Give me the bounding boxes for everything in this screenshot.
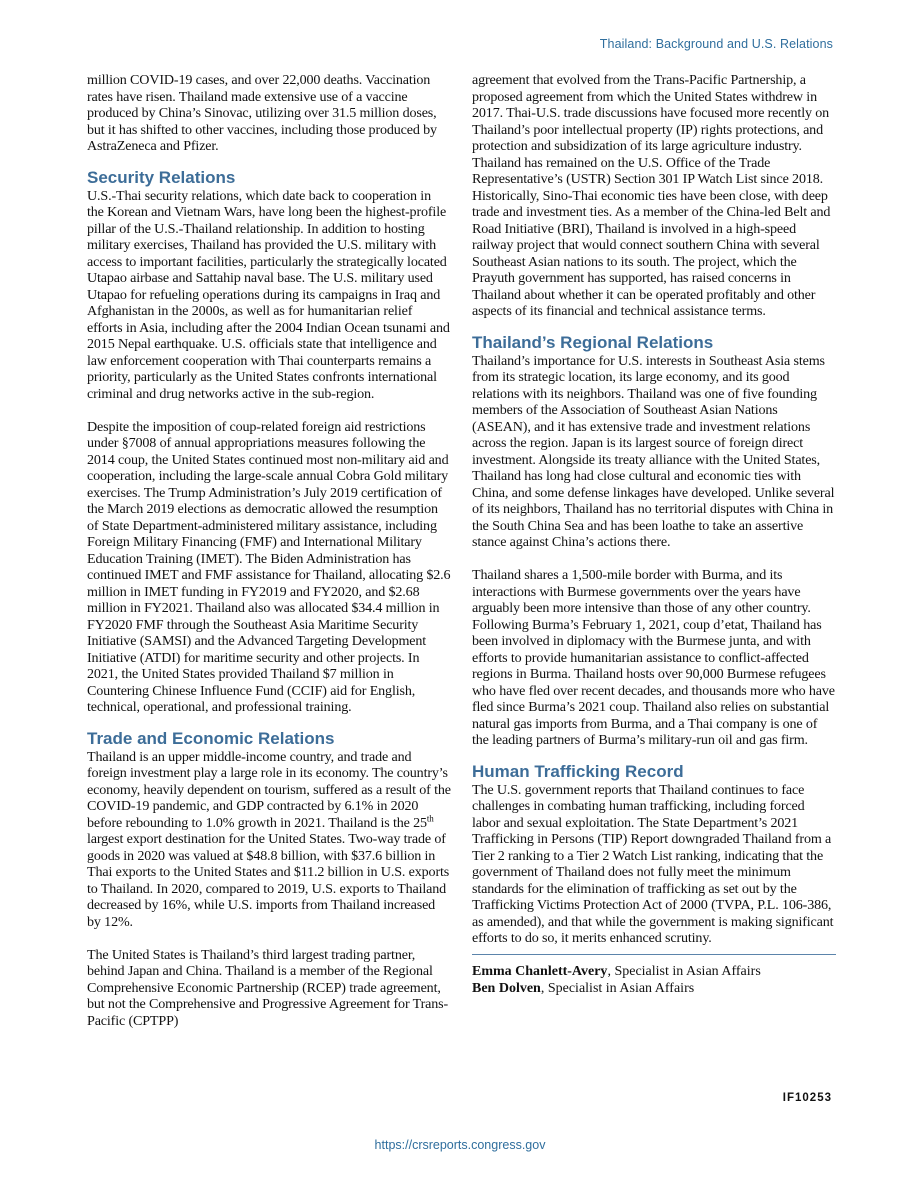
trade-continued-paragraph: agreement that evolved from the Trans-Pacific Partnership, a proposed agreement from which the United States withdrew in 2017. Thai-U.S. trade discussions have focused more recently on Thailand’s poor intellectual property (IP) rights protections, and protection and subsidization of its large agriculture industry. Thailand has remained on the U.S. Office of the Trade Representative’s (USTR) Section 301 IP Watch List since 2018. Historically, Sino-Thai economic ties have been close, with deep trade and investment ties. As a member of the China-led Belt and Road Initiative (BRI), Thailand is involved in a high-speed railway project that would connect southern China with several Southeast Asian nations to its south. The project, which the Prayuth government has supported, has raised concerns in Thailand about whether it can be operated profitably and other aspects of its financial and technical assistance terms. xyxy=(472,72,831,319)
regional-paragraph-2: Thailand shares a 1,500-mile border with Burma, and its interactions with Burmese governments over the years have arguably been more intensive than those of any other country. Following Burma’s February 1, 2021, coup d’etat, Thailand has been involved in diplomacy with the Burmese junta, and with efforts to provide humanitarian assistance to conflict-affected regions in Burma. Thailand hosts over 90,000 Burmese refugees who have fled over recent decades, and thousands more who have fled since Burma’s 2021 coup. Thailand also relies on substantial natural gas imports from Burma, and a Thai company is one of the leading partners of Burma’s military-run oil and gas firm. xyxy=(472,567,835,748)
footer-url[interactable]: https://crsreports.congress.gov xyxy=(374,1138,546,1152)
trade-paragraph-2: The United States is Thailand’s third largest trading partner, behind Japan and China. Thailand is a member of the Regional Comprehensive Economic Partnership (RCEP) trade agreement, but not the Comprehensive and Progressive Agreement for Trans-Pacific (CPTPP) xyxy=(87,946,448,1029)
trade-paragraph-1 xyxy=(87,749,451,931)
author-line xyxy=(472,963,836,980)
document-id: IF10253 xyxy=(782,1092,832,1104)
trade-p1-text-a: Thailand is an upper middle-income country, and trade and foreign investment play a large role in its economy. The country’s economy, heavily dependent on tourism, suffered as a result of the COVID-19 pandemic, and GDP contracted by 6.1% in 2020 before rebounding to 1.0% growth in 2021. Thailand is the 25 xyxy=(87,748,451,831)
left-column xyxy=(87,72,451,1029)
security-paragraph-1: U.S.-Thai security relations, which date back to cooperation in the Korean and Vietnam Wars, have long been the highest-profile pillar of the U.S.-Thailand relationship. In addition to hosting military exercises, Thailand has provided the U.S. military with access to important facilities, particularly the strategically located Utapao airbase and Sattahip naval base. The U.S. military used Utapao for refueling operations during its campaigns in Iraq and Afghanistan in the 2000s, as well as for humanitarian relief efforts in Asia, including after the 2004 Indian Ocean tsunami and 2015 Nepal earthquake. U.S. officials state that intelligence and law enforcement cooperation with Thai counterparts remains a priority, particularly as the United States confronts international criminal and drug networks active in the sub-region. xyxy=(87,187,450,402)
security-paragraph-2: Despite the imposition of coup-related foreign aid restrictions under §7008 of annual appropriations measures following the 2014 coup, the United States continued most non-military aid and cooperation, including the large-scale annual Cobra Gold military exercises. The Trump Administration’s July 2019 certification of the March 2019 elections as democratic allowed the resumption of State Department-administered military assistance, including Foreign Military Financing (FMF) and International Military Education Training (IMET). The Biden Administration has continued IMET and FMF assistance for Thailand, allocating $2.6 million in IMET funding in FY2019 and FY2020, and $2.68 million in FY2021. Thailand also was allocated $34.4 million in FY2020 FMF through the Southeast Asia Maritime Security Initiative (SAMSI) and the Advanced Targeting Development Initiative (ATDI) for maritime security and other projects. In 2021, the United States provided Thailand $7 million in Countering Chinese Influence Fund (CCIF) aid for English, technical, operational, and professional training. xyxy=(87,418,451,715)
ordinal-superscript: th xyxy=(426,812,434,823)
author-role: , Specialist in Asian Affairs xyxy=(540,980,695,996)
author-line xyxy=(472,980,836,997)
author-name: Emma Chanlett-Avery xyxy=(472,963,608,979)
author-name: Ben Dolven xyxy=(472,980,541,996)
regional-relations-heading: Thailand’s Regional Relations xyxy=(472,332,714,352)
regional-paragraph-1: Thailand’s importance for U.S. interests in Southeast Asia stems from its strategic location, its large economy, and its good relations with its neighbors. Thailand was one of five founding members of the Association of Southeast Asian Nations (ASEAN), and it has extensive trade and investment relations across the region. Japan is its largest source of foreign direct investment. Alongside its treaty alliance with the United States, Thailand has long had close cultural and economic ties with China, and some defense linkages have developed. Unlike several of its neighbors, Thailand has no territorial disputes with China in the South China Sea and has been loathe to take an assertive stance against China’s actions there. xyxy=(472,352,835,550)
trade-relations-heading: Trade and Economic Relations xyxy=(87,728,335,748)
author-role: , Specialist in Asian Affairs xyxy=(607,963,761,979)
right-column xyxy=(472,72,836,997)
human-trafficking-heading: Human Trafficking Record xyxy=(472,761,684,781)
intro-paragraph: million COVID-19 cases, and over 22,000 deaths. Vaccination rates have risen. Thailand made extensive use of a vaccine produced by China’s Sinovac, utilizing over 31.5 million doses, but it has shifted to other vaccines, including those produced by AstraZeneca and Pfizer. xyxy=(87,72,437,154)
trade-p1-text-b: largest export destination for the United States. Two-way trade of goods in 2020 was valued at $48.8 billion, with $37.6 billion in Thai exports to the United States and $11.2 billion in U.S. exports to Thailand. In 2020, compared to 2019, U.S. exports to Thailand decreased by 16%, while U.S. imports from Thailand increased by 12%. xyxy=(87,831,450,930)
security-relations-heading: Security Relations xyxy=(87,167,236,187)
running-header: Thailand: Background and U.S. Relations xyxy=(599,37,833,51)
author-block xyxy=(472,954,836,997)
trafficking-paragraph: The U.S. government reports that Thailand continues to face challenges in combating human trafficking, including forced labor and sexual exploitation. The State Department’s 2021 Trafficking in Persons (TIP) Report downgraded Thailand from a Tier 2 ranking to a Tier 2 Watch List ranking, indicating that the government of Thailand does not fully meet the minimum standards for the elimination of trafficking as set out by the Trafficking Victims Protection Act of 2000 (TVPA, P.L. 106-386, as amended), and that while the government is making significant efforts to do so, it merits enhanced scrutiny. xyxy=(472,781,834,946)
